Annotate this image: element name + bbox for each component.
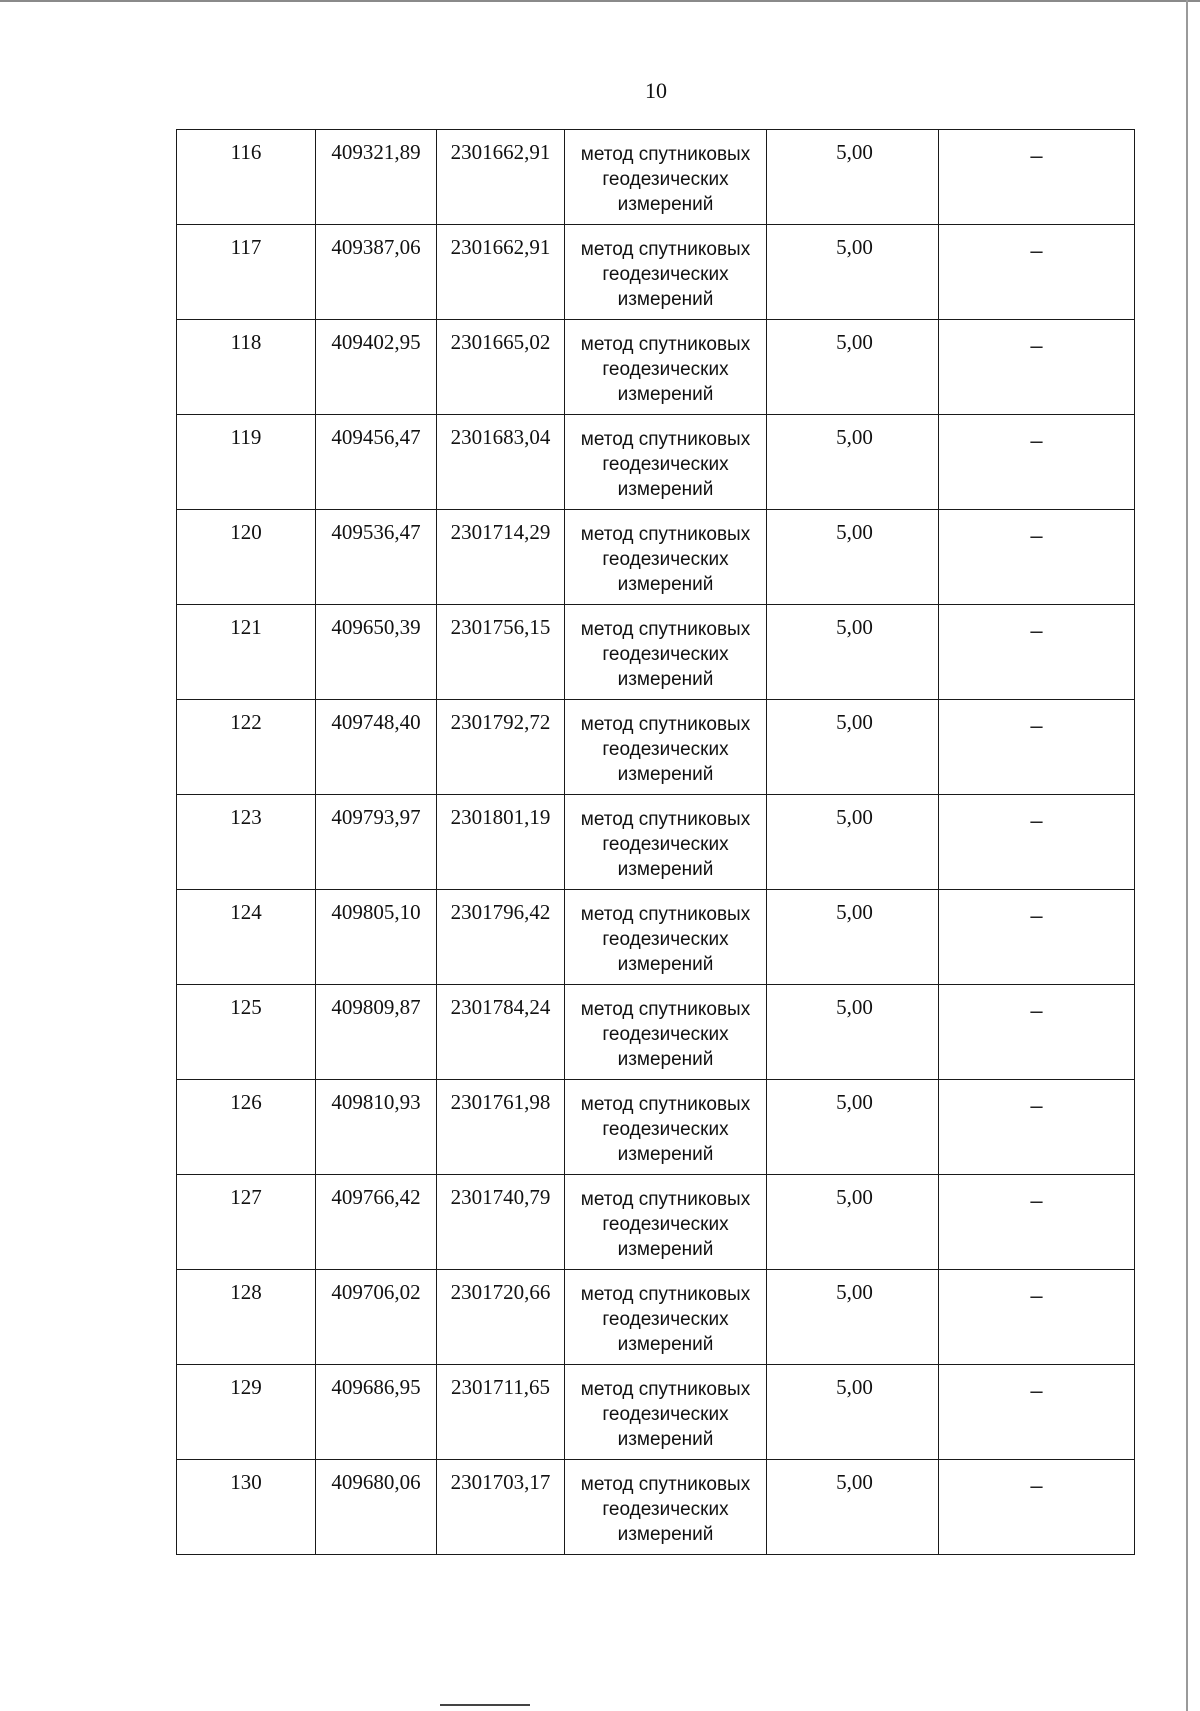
description-cell: – xyxy=(939,890,1135,985)
point-number-cell: 118 xyxy=(177,320,316,415)
point-number-cell: 123 xyxy=(177,795,316,890)
table-row xyxy=(177,795,1135,890)
coordinate-y-cell: 2301796,42 xyxy=(437,890,565,985)
method-cell: метод спутниковых геодезических измерений xyxy=(565,890,767,985)
table-row xyxy=(177,225,1135,320)
coordinate-x-cell: 409809,87 xyxy=(316,985,437,1080)
page-number: 10 xyxy=(645,78,667,103)
accuracy-cell: 5,00 xyxy=(767,985,939,1080)
coordinate-y-cell: 2301801,19 xyxy=(437,795,565,890)
accuracy-cell: 5,00 xyxy=(767,320,939,415)
coordinate-y-cell: 2301662,91 xyxy=(437,130,565,225)
method-cell: метод спутниковых геодезических измерений xyxy=(565,700,767,795)
coordinate-y-cell: 2301662,91 xyxy=(437,225,565,320)
description-cell: – xyxy=(939,130,1135,225)
method-cell: метод спутниковых геодезических измерений xyxy=(565,1175,767,1270)
description-cell: – xyxy=(939,985,1135,1080)
coordinate-y-cell: 2301714,29 xyxy=(437,510,565,605)
point-number-cell: 128 xyxy=(177,1270,316,1365)
table-row xyxy=(177,510,1135,605)
point-number-cell: 119 xyxy=(177,415,316,510)
description-cell: – xyxy=(939,1365,1135,1460)
description-cell: – xyxy=(939,320,1135,415)
method-cell: метод спутниковых геодезических измерений xyxy=(565,415,767,510)
table-row xyxy=(177,1080,1135,1175)
table-row xyxy=(177,985,1135,1080)
method-cell: метод спутниковых геодезических измерений xyxy=(565,605,767,700)
coordinate-x-cell: 409706,02 xyxy=(316,1270,437,1365)
method-cell: метод спутниковых геодезических измерений xyxy=(565,1270,767,1365)
coordinate-x-cell: 409686,95 xyxy=(316,1365,437,1460)
method-cell: метод спутниковых геодезических измерений xyxy=(565,130,767,225)
method-cell: метод спутниковых геодезических измерений xyxy=(565,1080,767,1175)
accuracy-cell: 5,00 xyxy=(767,1460,939,1555)
coordinate-x-cell: 409456,47 xyxy=(316,415,437,510)
coordinate-x-cell: 409805,10 xyxy=(316,890,437,985)
description-cell: – xyxy=(939,605,1135,700)
table-row xyxy=(177,1175,1135,1270)
coordinate-x-cell: 409766,42 xyxy=(316,1175,437,1270)
table-row xyxy=(177,130,1135,225)
table-row xyxy=(177,320,1135,415)
accuracy-cell: 5,00 xyxy=(767,1080,939,1175)
point-number-cell: 121 xyxy=(177,605,316,700)
coordinate-y-cell: 2301665,02 xyxy=(437,320,565,415)
table-row xyxy=(177,415,1135,510)
point-number-cell: 130 xyxy=(177,1460,316,1555)
coordinates-table-body xyxy=(177,130,1135,1555)
coordinate-y-cell: 2301784,24 xyxy=(437,985,565,1080)
footer-rule xyxy=(440,1704,530,1706)
description-cell: – xyxy=(939,510,1135,605)
description-cell: – xyxy=(939,415,1135,510)
description-cell: – xyxy=(939,1270,1135,1365)
coordinate-x-cell: 409680,06 xyxy=(316,1460,437,1555)
coordinate-x-cell: 409793,97 xyxy=(316,795,437,890)
page-right-edge xyxy=(1186,0,1188,1711)
page-top-edge xyxy=(0,0,1200,2)
table-row xyxy=(177,1270,1135,1365)
coordinate-x-cell: 409650,39 xyxy=(316,605,437,700)
point-number-cell: 129 xyxy=(177,1365,316,1460)
point-number-cell: 120 xyxy=(177,510,316,605)
coordinate-y-cell: 2301761,98 xyxy=(437,1080,565,1175)
coordinate-y-cell: 2301740,79 xyxy=(437,1175,565,1270)
table-row xyxy=(177,1365,1135,1460)
accuracy-cell: 5,00 xyxy=(767,130,939,225)
point-number-cell: 124 xyxy=(177,890,316,985)
accuracy-cell: 5,00 xyxy=(767,605,939,700)
point-number-cell: 117 xyxy=(177,225,316,320)
point-number-cell: 127 xyxy=(177,1175,316,1270)
coordinate-y-cell: 2301683,04 xyxy=(437,415,565,510)
point-number-cell: 116 xyxy=(177,130,316,225)
point-number-cell: 125 xyxy=(177,985,316,1080)
accuracy-cell: 5,00 xyxy=(767,890,939,985)
point-number-cell: 126 xyxy=(177,1080,316,1175)
accuracy-cell: 5,00 xyxy=(767,1175,939,1270)
method-cell: метод спутниковых геодезических измерений xyxy=(565,985,767,1080)
table-row xyxy=(177,890,1135,985)
method-cell: метод спутниковых геодезических измерений xyxy=(565,795,767,890)
coordinate-x-cell: 409748,40 xyxy=(316,700,437,795)
method-cell: метод спутниковых геодезических измерений xyxy=(565,1460,767,1555)
coordinate-y-cell: 2301720,66 xyxy=(437,1270,565,1365)
description-cell: – xyxy=(939,700,1135,795)
point-number-cell: 122 xyxy=(177,700,316,795)
description-cell: – xyxy=(939,1175,1135,1270)
method-cell: метод спутниковых геодезических измерений xyxy=(565,320,767,415)
coordinate-y-cell: 2301703,17 xyxy=(437,1460,565,1555)
accuracy-cell: 5,00 xyxy=(767,1365,939,1460)
table-row xyxy=(177,1460,1135,1555)
table-row xyxy=(177,605,1135,700)
accuracy-cell: 5,00 xyxy=(767,415,939,510)
accuracy-cell: 5,00 xyxy=(767,225,939,320)
accuracy-cell: 5,00 xyxy=(767,510,939,605)
coordinate-x-cell: 409402,95 xyxy=(316,320,437,415)
coordinates-table xyxy=(176,129,1135,1555)
coordinate-y-cell: 2301711,65 xyxy=(437,1365,565,1460)
method-cell: метод спутниковых геодезических измерений xyxy=(565,225,767,320)
method-cell: метод спутниковых геодезических измерений xyxy=(565,1365,767,1460)
method-cell: метод спутниковых геодезических измерений xyxy=(565,510,767,605)
accuracy-cell: 5,00 xyxy=(767,795,939,890)
description-cell: – xyxy=(939,225,1135,320)
coordinate-x-cell: 409321,89 xyxy=(316,130,437,225)
table-row xyxy=(177,700,1135,795)
accuracy-cell: 5,00 xyxy=(767,1270,939,1365)
coordinate-y-cell: 2301792,72 xyxy=(437,700,565,795)
coordinate-y-cell: 2301756,15 xyxy=(437,605,565,700)
coordinate-x-cell: 409387,06 xyxy=(316,225,437,320)
description-cell: – xyxy=(939,1460,1135,1555)
coordinate-x-cell: 409536,47 xyxy=(316,510,437,605)
description-cell: – xyxy=(939,795,1135,890)
coordinate-x-cell: 409810,93 xyxy=(316,1080,437,1175)
accuracy-cell: 5,00 xyxy=(767,700,939,795)
description-cell: – xyxy=(939,1080,1135,1175)
